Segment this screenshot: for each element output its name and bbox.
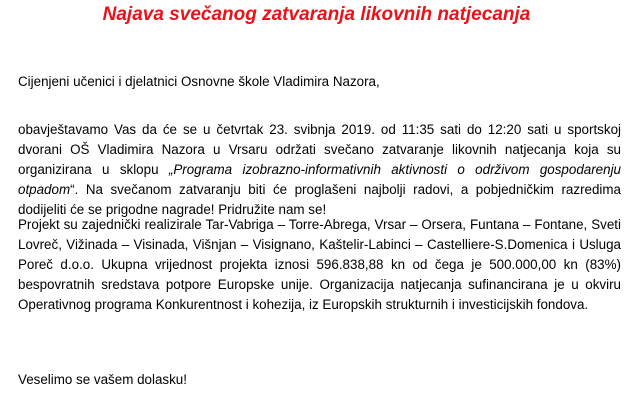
paragraph-line-text: “. Na svečanom zatvaranju biti će proglašeni najbolji radovi, a pobjedničkim razredima xyxy=(70,182,621,197)
paragraph-project-info xyxy=(18,215,621,315)
paragraph-line xyxy=(18,180,621,200)
program-name-italic-end: otpadom xyxy=(18,182,71,197)
paragraph-line: Lovreč, Vižinada – Visinada, Višnjan – Visignano, Kaštelir-Labinci – Castelliere-S.Domenica i Usluga xyxy=(18,237,621,252)
paragraph-line-text: organizirana u sklopu xyxy=(18,162,169,177)
paragraph-line: Poreč d.o.o. Ukupna vrijednost projekta iznosi 596.838,88 kn od čega je 500.000,00 kn (83%) xyxy=(18,257,621,272)
greeting: Cijenjeni učenici i djelatnici Osnovne škole Vladimira Nazora, xyxy=(18,74,380,89)
paragraph-line: Operativnog programa Konkurentnost i kohezija, iz Europskih strukturnih i investicijskih fondova. xyxy=(18,297,589,312)
paragraph-line: dodijeliti će se prigodne nagrade! Pridružite nam se! xyxy=(18,202,327,217)
paragraph-line: Projekt su zajednički realizirale Tar-Vabriga – Torre-Abrega, Vrsar – Orsera, Funtana – Fontane, Sveti xyxy=(18,217,621,232)
closing-line: Veselimo se vašem dolasku! xyxy=(18,372,187,387)
paragraph-announcement xyxy=(18,120,621,220)
paragraph-line: obavještavamo Vas da će se u četvrtak 23. svibnja 2019. od 11:35 sati do 12:20 sati u sportskoj xyxy=(18,122,621,137)
paragraph-line xyxy=(18,160,621,180)
program-name-italic: „Programa izobrazno-informativnih aktivnosti o održivom gospodarenju xyxy=(168,162,621,177)
paragraph-line: dvorani OŠ Vladimira Nazora u Vrsaru održati svečano zatvaranje likovnih natjecanja koja su xyxy=(18,142,621,157)
document-title: Najava svečanog zatvaranja likovnih natjecanja xyxy=(102,4,531,25)
paragraph-line: bespovratnih sredstava potpore Europske unije. Organizacija natjecanja sufinancirana je u okviru xyxy=(18,277,621,292)
